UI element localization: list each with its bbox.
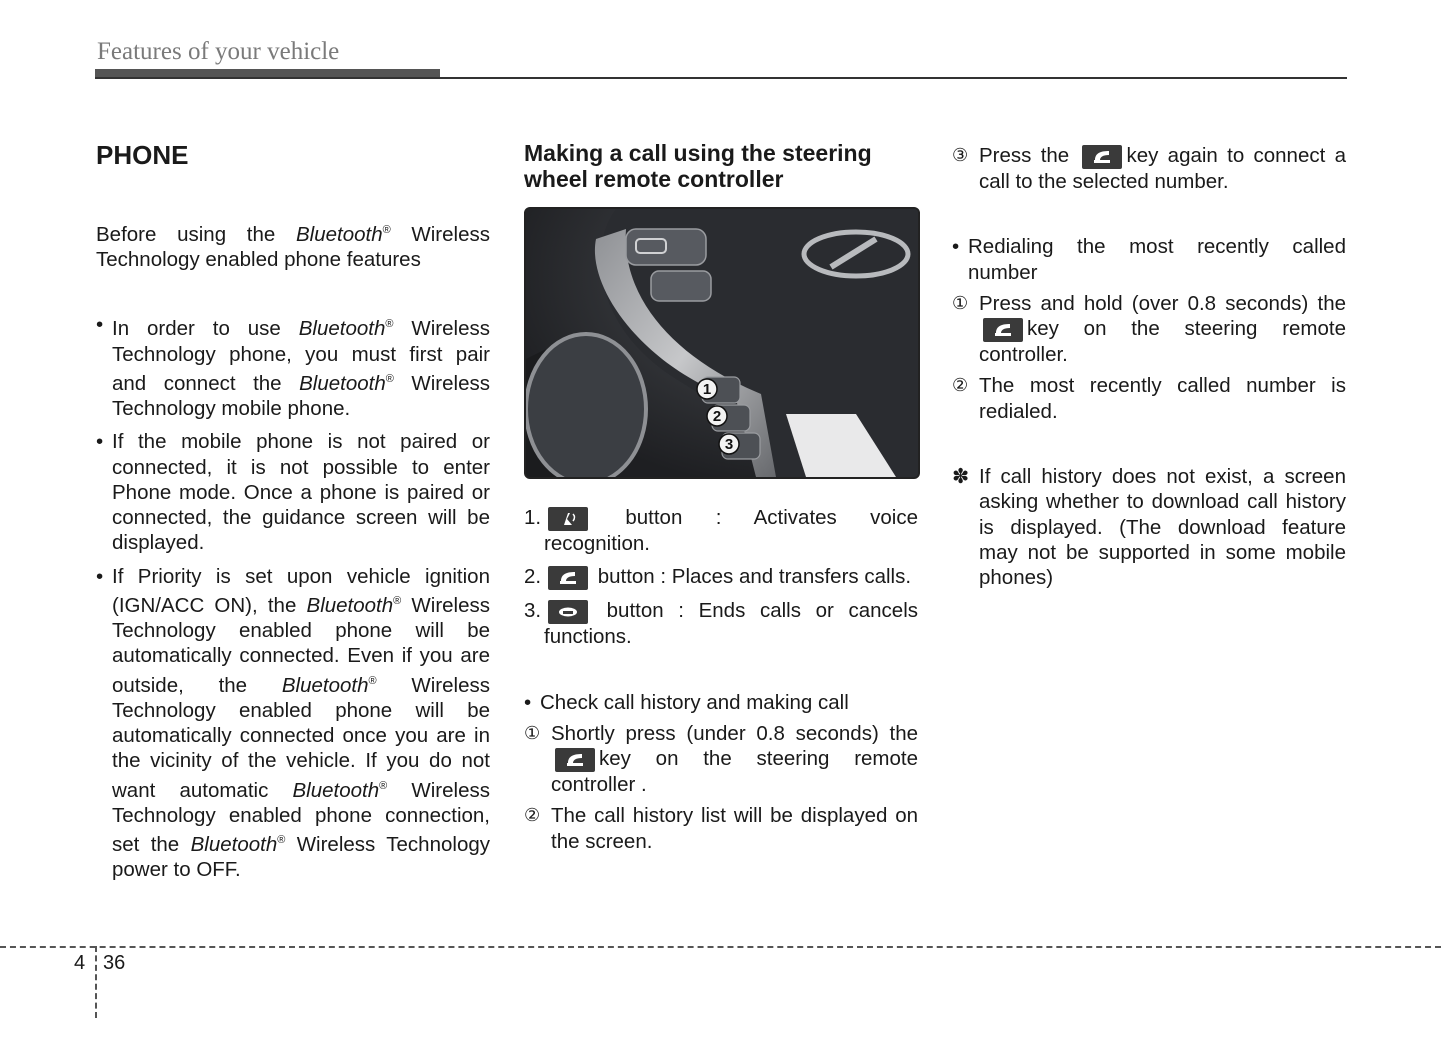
step-history-list: ② The call history list will be displayed on the screen. <box>524 804 918 853</box>
bullet-pairing: • In order to use Bluetooth® Wireless Technology phone, you must first pair and connect the Bluetooth® Wireless Technology mobile phone. <box>96 313 490 420</box>
bullet-redialing: • Redialing the most recently called number <box>952 235 1346 284</box>
steering-wheel-illustration <box>526 209 918 477</box>
phone-call-icon <box>983 318 1023 342</box>
note-call-history: ✽ If call history does not exist, a screen asking whether to download call history is displayed. (The download feature may not be supported in some mobile phones) <box>952 465 1346 590</box>
footer-divider <box>95 946 97 1018</box>
item-call-button: 2. button : Places and transfers calls. <box>524 565 912 589</box>
column-phone <box>96 140 490 883</box>
note-mark-icon: ✽ <box>952 465 970 489</box>
footer-rule <box>0 946 1441 948</box>
section-title: PHONE <box>96 140 189 170</box>
column-redial <box>952 143 1346 591</box>
step-redialed: ② The most recently called number is redialed. <box>952 374 1346 423</box>
running-header: Features of your vehicle <box>97 38 340 65</box>
end-call-icon <box>548 600 588 624</box>
step-press-again: ③ Press the key again to connect a call to the selected number. <box>952 144 1346 193</box>
header-rule <box>95 77 1347 79</box>
voice-recognition-icon <box>548 507 588 531</box>
phone-call-icon <box>555 748 595 772</box>
bullet-check-history: • Check call history and making call <box>524 690 849 714</box>
phone-call-icon <box>1082 145 1122 169</box>
steering-wheel-photo <box>524 207 920 479</box>
item-voice-button: 1. button : Activates voice recognition. <box>524 506 918 555</box>
intro-paragraph: Before using the Bluetooth® Wireless Technology enabled phone features <box>96 222 490 272</box>
callout-2: 2 <box>712 408 722 425</box>
page-number: 36 <box>103 952 126 974</box>
bullet-priority: • If Priority is set upon vehicle ignition (IGN/ACC ON), the Bluetooth® Wireless Technology enabled phone will be automatically connected. Even if you are outside, the Bluetooth® Wireless Technology enabled phone will be automatically connected once you are in the vicinity of the vehicle. If you do not want automatic Bluetooth® Wireless Technology enabled phone connection, set the Bluetooth® Wireless Technology power to OFF. <box>96 564 490 882</box>
subsection-title: Making a call using the steering wheel remote controller <box>524 140 872 192</box>
callout-1: 1 <box>702 381 712 398</box>
step-press-hold: ① Press and hold (over 0.8 seconds) the key on the steering remote controller. <box>952 291 1346 367</box>
column-steering-call <box>524 140 918 854</box>
callout-3: 3 <box>724 436 734 453</box>
item-end-button: 3. button : Ends calls or cancels functions. <box>524 599 918 649</box>
step-short-press: ① Shortly press (under 0.8 seconds) the key on the steering remote controller . <box>524 721 918 797</box>
bullet-not-paired: • If the mobile phone is not paired or connected, it is not possible to enter Phone mode. Once a phone is paired or connected, the guidance screen will be displayed. <box>96 430 490 555</box>
chapter-number: 4 <box>74 952 86 974</box>
phone-call-icon <box>548 566 588 590</box>
